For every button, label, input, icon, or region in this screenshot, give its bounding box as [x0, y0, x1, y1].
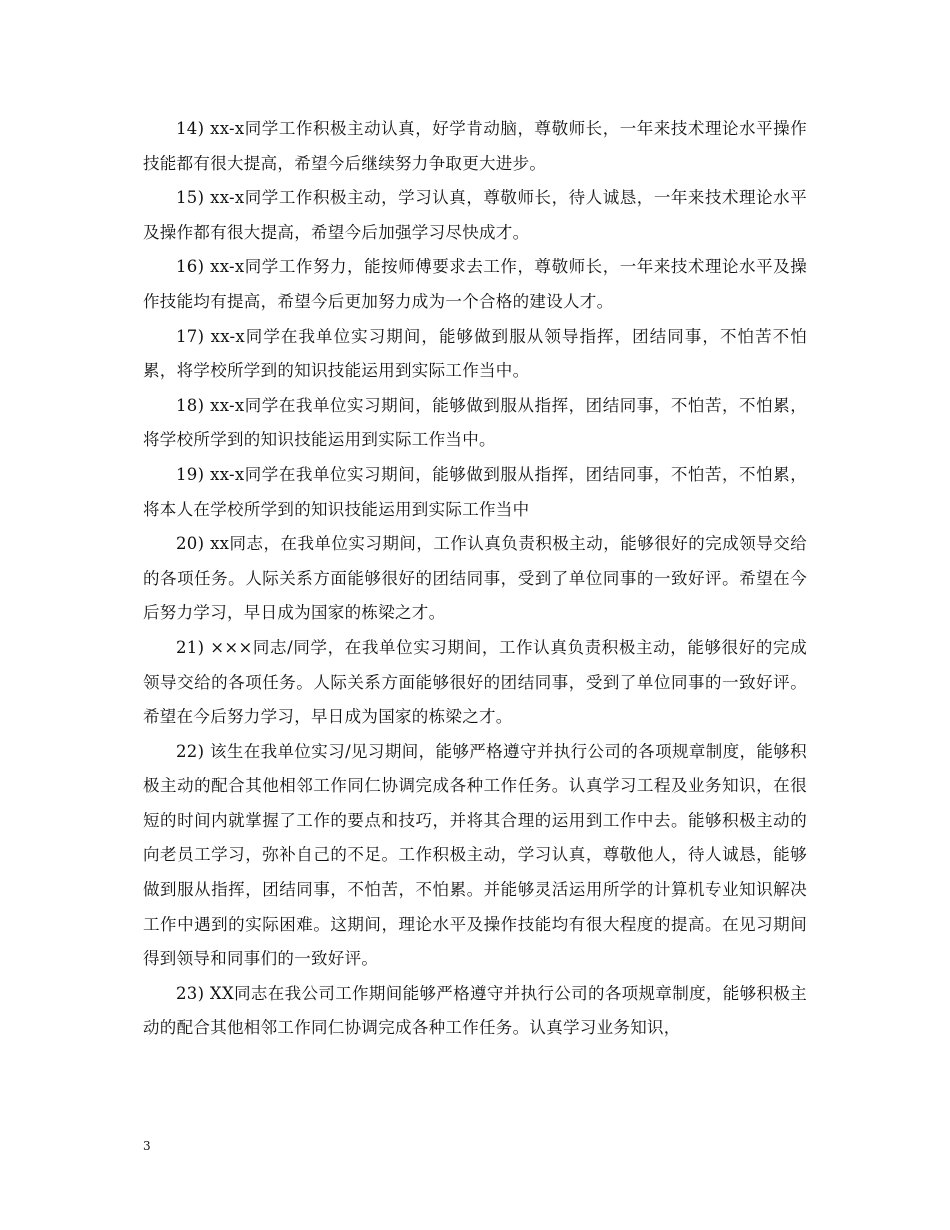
- paragraph-14: 14) xx-x同学工作积极主动认真，好学肯动脑，尊敬师长，一年来技术理论水平操作技能都有很大提高，希望今后继续努力争取更大进步。: [143, 119, 807, 173]
- paragraph-15: 15) xx-x同学工作积极主动，学习认真，尊敬师长，待人诚恳，一年来技术理论水平及操作都有很大提高，希望今后加强学习尽快成才。: [143, 188, 807, 242]
- page-number: 3: [143, 1139, 151, 1153]
- paragraph-16: 16) xx-x同学工作努力，能按师傅要求去工作，尊敬师长，一年来技术理论水平及操作技能均有提高，希望今后更加努力成为一个合格的建设人才。: [143, 257, 807, 311]
- paragraph-20: 20) xx同志，在我单位实习期间，工作认真负责积极主动，能够很好的完成领导交给的各项任务。人际关系方面能够很好的团结同事，受到了单位同事的一致好评。希望在今后努力学习，早日成为国家的栋梁之才。: [143, 534, 807, 623]
- paragraph-23: 23) XX同志在我公司工作期间能够严格遵守并执行公司的各项规章制度，能够积极主动的配合其他相邻工作同仁协调完成各种工作任务。认真学习业务知识，: [143, 983, 807, 1038]
- document-body: [143, 112, 807, 1046]
- paragraph-19: 19) xx-x同学在我单位实习期间，能够做到服从指挥，团结同事，不怕苦，不怕累，将本人在学校所学到的知识技能运用到实际工作当中: [143, 464, 807, 519]
- paragraph-18: 18) xx-x同学在我单位实习期间，能够做到服从指挥，团结同事，不怕苦，不怕累，将学校所学到的知识技能运用到实际工作当中。: [143, 395, 807, 450]
- paragraph-17: 17) xx-x同学在我单位实习期间，能够做到服从领导指挥，团结同事，不怕苦不怕累，将学校所学到的知识技能运用到实际工作当中。: [143, 326, 807, 381]
- paragraph-21: 21) ×××同志/同学，在我单位实习期间，工作认真负责积极主动，能够很好的完成领导交给的各项任务。人际关系方面能够很好的团结同事，受到了单位同事的一致好评。希望在今后努力学习，早日成为国家的栋梁之才。: [143, 637, 807, 727]
- paragraph-22: 22) 该生在我单位实习/见习期间，能够严格遵守并执行公司的各项规章制度，能够积极主动的配合其他相邻工作同仁协调完成各种工作任务。认真学习工程及业务知识，在很短的时间内就掌握了工作的要点和技巧，并将其合理的运用到工作中去。能够积极主动的向老员工学习，弥补自己的不足。工作积极主动，学习认真，尊敬他人，待人诚恳，能够做到服从指挥，团结同事，不怕苦，不怕累。并能够灵活运用所学的计算机专业知识解决工作中遇到的实际困难。这期间，理论水平及操作技能均有很大程度的提高。在见习期间得到领导和同事们的一致好评。: [143, 741, 807, 969]
